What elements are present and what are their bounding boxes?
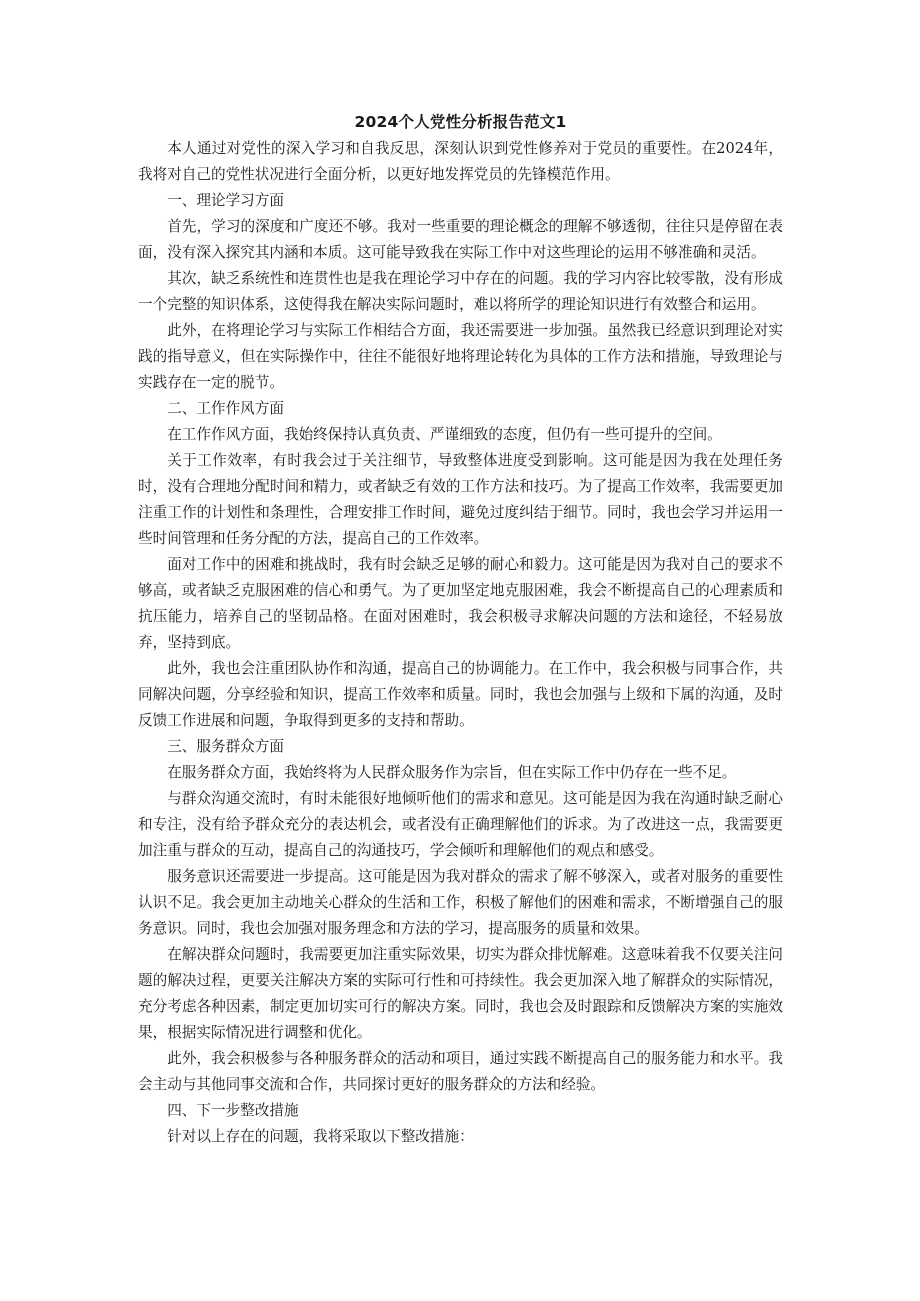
section-heading: 一、理论学习方面 [167,192,284,209]
paragraph: 本人通过对党性的深入学习和自我反思，深刻认识到党性修养对于党员的重要性。在2024年，我将对自己的党性状况进行全面分析，以更好地发挥党员的先锋模范作用。 [138,140,783,183]
paragraph: 其次，缺乏系统性和连贯性也是我在理论学习中存在的问题。我的学习内容比较零散，没有形成一个完整的知识体系，这使得我在解决实际问题时，难以将所学的理论知识进行有效整合和运用。 [138,270,783,313]
paragraph: 针对以上存在的问题，我将采取以下整改措施： [167,1128,474,1145]
section-heading: 三、服务群众方面 [167,738,284,755]
paragraph: 首先，学习的深度和广度还不够。我对一些重要的理论概念的理解不够透彻，往往只是停留在表面，没有深入探究其内涵和本质。这可能导致我在实际工作中对这些理论的运用不够准确和灵活。 [138,218,783,261]
paragraph: 此外，在将理论学习与实际工作相结合方面，我还需要进一步加强。虽然我已经意识到理论对实践的指导意义，但在实际操作中，往往不能很好地将理论转化为具体的工作方法和措施，导致理论与实践存在一定的脱节。 [138,322,783,391]
paragraph: 在工作作风方面，我始终保持认真负责、严谨细致的态度，但仍有一些可提升的空间。 [167,426,722,443]
document-body [138,136,783,1150]
document-title: 2024个人党性分析报告范文1 [354,113,567,131]
paragraph: 在服务群众方面，我始终将为人民群众服务作为宗旨，但在实际工作中仍存在一些不足。 [167,764,737,781]
paragraph: 关于工作效率，有时我会过于关注细节，导致整体进度受到影响。这可能是因为我在处理任务时，没有合理地分配时间和精力，或者缺乏有效的工作方法和技巧。为了提高工作效率，我需要更加注重工作的计划性和条理性，合理安排工作时间，避免过度纠结于细节。同时，我也会学习并运用一些时间管理和任务分配的方法，提高自己的工作效率。 [138,452,783,547]
paragraph: 在解决群众问题时，我需要更加注重实际效果，切实为群众排忧解难。这意味着我不仅要关注问题的解决过程，更要关注解决方案的实际可行性和可持续性。我会更加深入地了解群众的实际情况，充分考虑各种因素，制定更加切实可行的解决方案。同时，我也会及时跟踪和反馈解决方案的实施效果，根据实际情况进行调整和优化。 [138,946,783,1041]
paragraph: 面对工作中的困难和挑战时，我有时会缺乏足够的耐心和毅力。这可能是因为我对自己的要求不够高，或者缺乏克服困难的信心和勇气。为了更加坚定地克服困难，我会不断提高自己的心理素质和抗压能力，培养自己的坚韧品格。在面对困难时，我会积极寻求解决问题的方法和途径，不轻易放弃，坚持到底。 [138,556,783,651]
paragraph: 此外，我会积极参与各种服务群众的活动和项目，通过实践不断提高自己的服务能力和水平。我会主动与其他同事交流和合作，共同探讨更好的服务群众的方法和经验。 [138,1050,783,1093]
section-heading: 四、下一步整改措施 [167,1102,299,1119]
paragraph: 此外，我也会注重团队协作和沟通，提高自己的协调能力。在工作中，我会积极与同事合作，共同解决问题，分享经验和知识，提高工作效率和质量。同时，我也会加强与上级和下属的沟通，及时反馈工作进展和问题，争取得到更多的支持和帮助。 [138,660,783,729]
section-heading: 二、工作作风方面 [167,400,284,417]
document-page [138,110,783,1150]
paragraph: 与群众沟通交流时，有时未能很好地倾听他们的需求和意见。这可能是因为我在沟通时缺乏耐心和专注，没有给予群众充分的表达机会，或者没有正确理解他们的诉求。为了改进这一点，我需要更加注重与群众的互动，提高自己的沟通技巧，学会倾听和理解他们的观点和感受。 [138,790,783,859]
paragraph: 服务意识还需要进一步提高。这可能是因为我对群众的需求了解不够深入，或者对服务的重要性认识不足。我会更加主动地关心群众的生活和工作，积极了解他们的困难和需求，不断增强自己的服务意识。同时，我也会加强对服务理念和方法的学习，提高服务的质量和效果。 [138,868,783,937]
